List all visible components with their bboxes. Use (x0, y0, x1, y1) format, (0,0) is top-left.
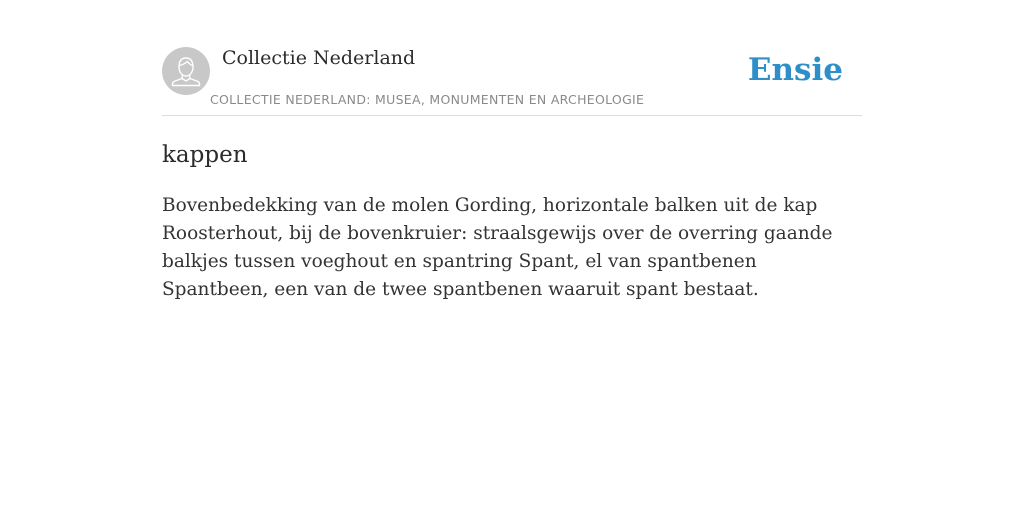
avatar[interactable] (162, 47, 210, 95)
ensie-logo-link[interactable]: Ensie (747, 52, 843, 88)
page-title: kappen (162, 142, 248, 168)
author-subtitle[interactable]: COLLECTIE NEDERLAND: MUSEA, MONUMENTEN EN ARCHEOLOGIE (210, 92, 645, 107)
author-name[interactable]: Collectie Nederland (222, 47, 416, 69)
definition-text: Bovenbedekking van de molen Gording, horizontale balken uit de kap Roosterhout, bij de bovenkruier: straalsgewijs over de overring gaande balkjes tussen voeghout en spantring Spant, el van spantbenen Spantbeen, een van de twee spantbenen waaruit spant bestaat. (162, 195, 833, 300)
header (162, 0, 862, 116)
page-container (162, 0, 862, 512)
user-outline-icon (162, 47, 210, 95)
